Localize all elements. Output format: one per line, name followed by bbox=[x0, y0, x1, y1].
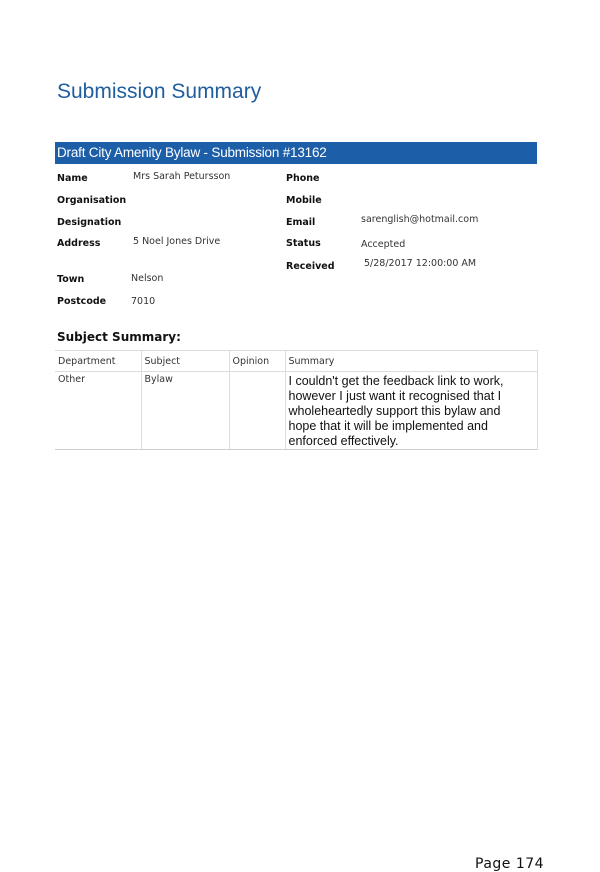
subject-summary-heading: Subject Summary: bbox=[57, 330, 181, 344]
column-header-subject: Subject bbox=[141, 351, 229, 372]
name-label: Name bbox=[57, 173, 88, 184]
table-row bbox=[55, 372, 537, 450]
designation-label: Designation bbox=[57, 217, 122, 228]
address-value: 5 Noel Jones Drive bbox=[133, 236, 221, 247]
submission-banner: Draft City Amenity Bylaw - Submission #13162 bbox=[55, 142, 537, 164]
department-cell: Other bbox=[55, 372, 141, 450]
page-title: Submission Summary bbox=[57, 80, 262, 103]
address-label: Address bbox=[57, 238, 101, 249]
page-number: Page 174 bbox=[475, 856, 545, 872]
received-value: 5/28/2017 12:00:00 AM bbox=[364, 258, 477, 269]
town-value: Nelson bbox=[131, 273, 164, 284]
postcode-label: Postcode bbox=[57, 296, 107, 307]
opinion-cell bbox=[229, 372, 285, 450]
mobile-label: Mobile bbox=[286, 195, 322, 206]
email-label: Email bbox=[286, 217, 316, 228]
name-value: Mrs Sarah Petursson bbox=[133, 171, 231, 182]
column-header-opinion: Opinion bbox=[229, 351, 285, 372]
postcode-value: 7010 bbox=[131, 296, 156, 307]
subject-summary-table bbox=[55, 350, 538, 450]
column-header-summary: Summary bbox=[285, 351, 537, 372]
status-value: Accepted bbox=[361, 239, 406, 250]
email-value: sarenglish@hotmail.com bbox=[361, 214, 479, 225]
column-header-department: Department bbox=[55, 351, 141, 372]
town-label: Town bbox=[57, 274, 85, 285]
organisation-label: Organisation bbox=[57, 195, 127, 206]
status-label: Status bbox=[286, 238, 321, 249]
phone-label: Phone bbox=[286, 173, 320, 184]
received-label: Received bbox=[286, 261, 335, 272]
summary-cell: I couldn't get the feedback link to work, however I just want it recognised that I wholeheartedly support this bylaw and hope that it will be implemented and enforced effectively. bbox=[285, 372, 537, 450]
subject-cell: Bylaw bbox=[141, 372, 229, 450]
table-header-row bbox=[55, 351, 537, 372]
